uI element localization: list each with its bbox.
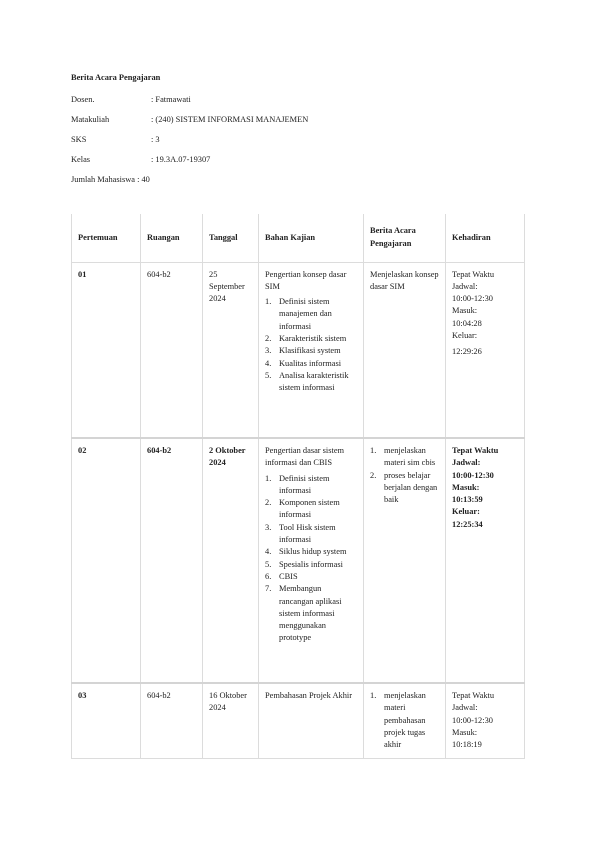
info-label: Kelas xyxy=(71,155,91,164)
info-label: Jumlah Mahasiswa xyxy=(71,175,135,184)
bahan-title: Pengertian konsep dasar SIM xyxy=(265,269,347,291)
cell-berita-acara: Menjelaskan konsep dasar SIM xyxy=(364,262,446,438)
cell-bahan-kajian xyxy=(259,683,364,758)
cell-pertemuan: 01 xyxy=(72,262,141,438)
table-row xyxy=(72,262,525,438)
cell-bahan-kajian xyxy=(259,438,364,683)
table-row xyxy=(72,438,525,683)
list-item: 1. menjelaskan materi pembahasan projek tugas akhir xyxy=(370,691,426,750)
info-label: Dosen. xyxy=(71,95,95,104)
cell-berita-acara xyxy=(364,438,446,683)
header-tanggal: Tanggal xyxy=(203,214,259,262)
cell-kehadiran: Tepat Waktu Jadwal: 10:00-12:30 Masuk: 10:18:19 xyxy=(446,683,525,758)
info-value: : (240) SISTEM INFORMASI MANAJEMEN xyxy=(151,115,309,124)
info-value: : 40 xyxy=(137,175,150,184)
list-item: 1. menjelaskan materi sim cbis xyxy=(370,446,436,468)
info-row-kelas xyxy=(71,154,210,166)
cell-tanggal: 2 Oktober 2024 xyxy=(203,438,259,683)
info-value: : Fatmawati xyxy=(151,95,191,104)
cell-bahan-kajian xyxy=(259,262,364,438)
info-value: : 3 xyxy=(151,135,160,144)
info-label: SKS xyxy=(71,135,87,144)
cell-berita-acara xyxy=(364,683,446,758)
header-pertemuan: Pertemuan xyxy=(72,214,141,262)
header-ruangan: Ruangan xyxy=(141,214,203,262)
list-item: 2. Karakteristik sistem xyxy=(265,333,347,343)
berita-list xyxy=(370,445,439,506)
cell-tanggal: 25 September 2024 xyxy=(203,262,259,438)
list-item: 4. Siklus hidup system xyxy=(265,547,347,557)
list-item: 6. CBIS xyxy=(265,571,298,581)
header-bahan-kajian: Bahan Kajian xyxy=(259,214,364,262)
cell-pertemuan: 03 xyxy=(72,683,141,758)
info-row-sks xyxy=(71,134,160,146)
list-item: 1. Definisi sistem manajemen dan informasi xyxy=(265,297,332,331)
cell-ruangan: 604-b2 xyxy=(141,683,203,758)
list-item: 5. Spesialis informasi xyxy=(265,559,343,569)
list-item: 3. Tool Hisk sistem informasi xyxy=(265,522,336,545)
list-item: 2. Komponen sistem informasi xyxy=(265,498,340,520)
list-item: 5. Analisa karakteristik sistem informasi xyxy=(265,370,349,393)
info-label: Matakuliah xyxy=(71,115,110,124)
cell-kehadiran: Tepat Waktu Jadwal: 10:00-12:30 Masuk: 10:13:59 Keluar: 12:25:34 xyxy=(446,438,525,683)
info-row-dosen xyxy=(71,94,191,106)
list-item: 1. Definisi sistem informasi xyxy=(265,473,330,495)
list-item: 2. proses belajar berjalan dengan baik xyxy=(370,470,438,505)
berita-list xyxy=(370,690,439,751)
bahan-title: Pembahasan Projek Akhir xyxy=(265,691,352,700)
header-berita-acara: Berita Acara Pengajaran xyxy=(364,214,446,262)
cell-ruangan: 604-b2 xyxy=(141,438,203,683)
list-item: 7. Membangun rancangan aplikasi sistem informasi menggunakan prototype xyxy=(265,584,342,643)
table-row xyxy=(72,683,525,758)
info-row-jumlah-mahasiswa xyxy=(71,174,150,186)
table-header-row xyxy=(72,214,525,262)
cell-ruangan: 604-b2 xyxy=(141,262,203,438)
page-title: Berita Acara Pengajaran xyxy=(71,73,161,82)
cell-tanggal: 16 Oktober 2024 xyxy=(203,683,259,758)
attendance-table xyxy=(71,214,525,759)
info-value: : 19.3A.07-19307 xyxy=(151,155,211,164)
header-kehadiran: Kehadiran xyxy=(446,214,525,262)
list-item: 3. Klasifikasi system xyxy=(265,346,341,356)
cell-kehadiran: Tepat Waktu Jadwal: 10:00-12:30 Masuk: 10:04:28 Keluar: 12:29:26 xyxy=(446,262,525,438)
info-row-matakuliah xyxy=(71,114,308,126)
bahan-list xyxy=(265,296,357,394)
list-item: 4. Kualitas informasi xyxy=(265,358,342,368)
bahan-title: Pengertian dasar sistem informasi dan CBIS xyxy=(265,446,345,468)
cell-pertemuan: 02 xyxy=(72,438,141,683)
bahan-list xyxy=(265,473,357,645)
